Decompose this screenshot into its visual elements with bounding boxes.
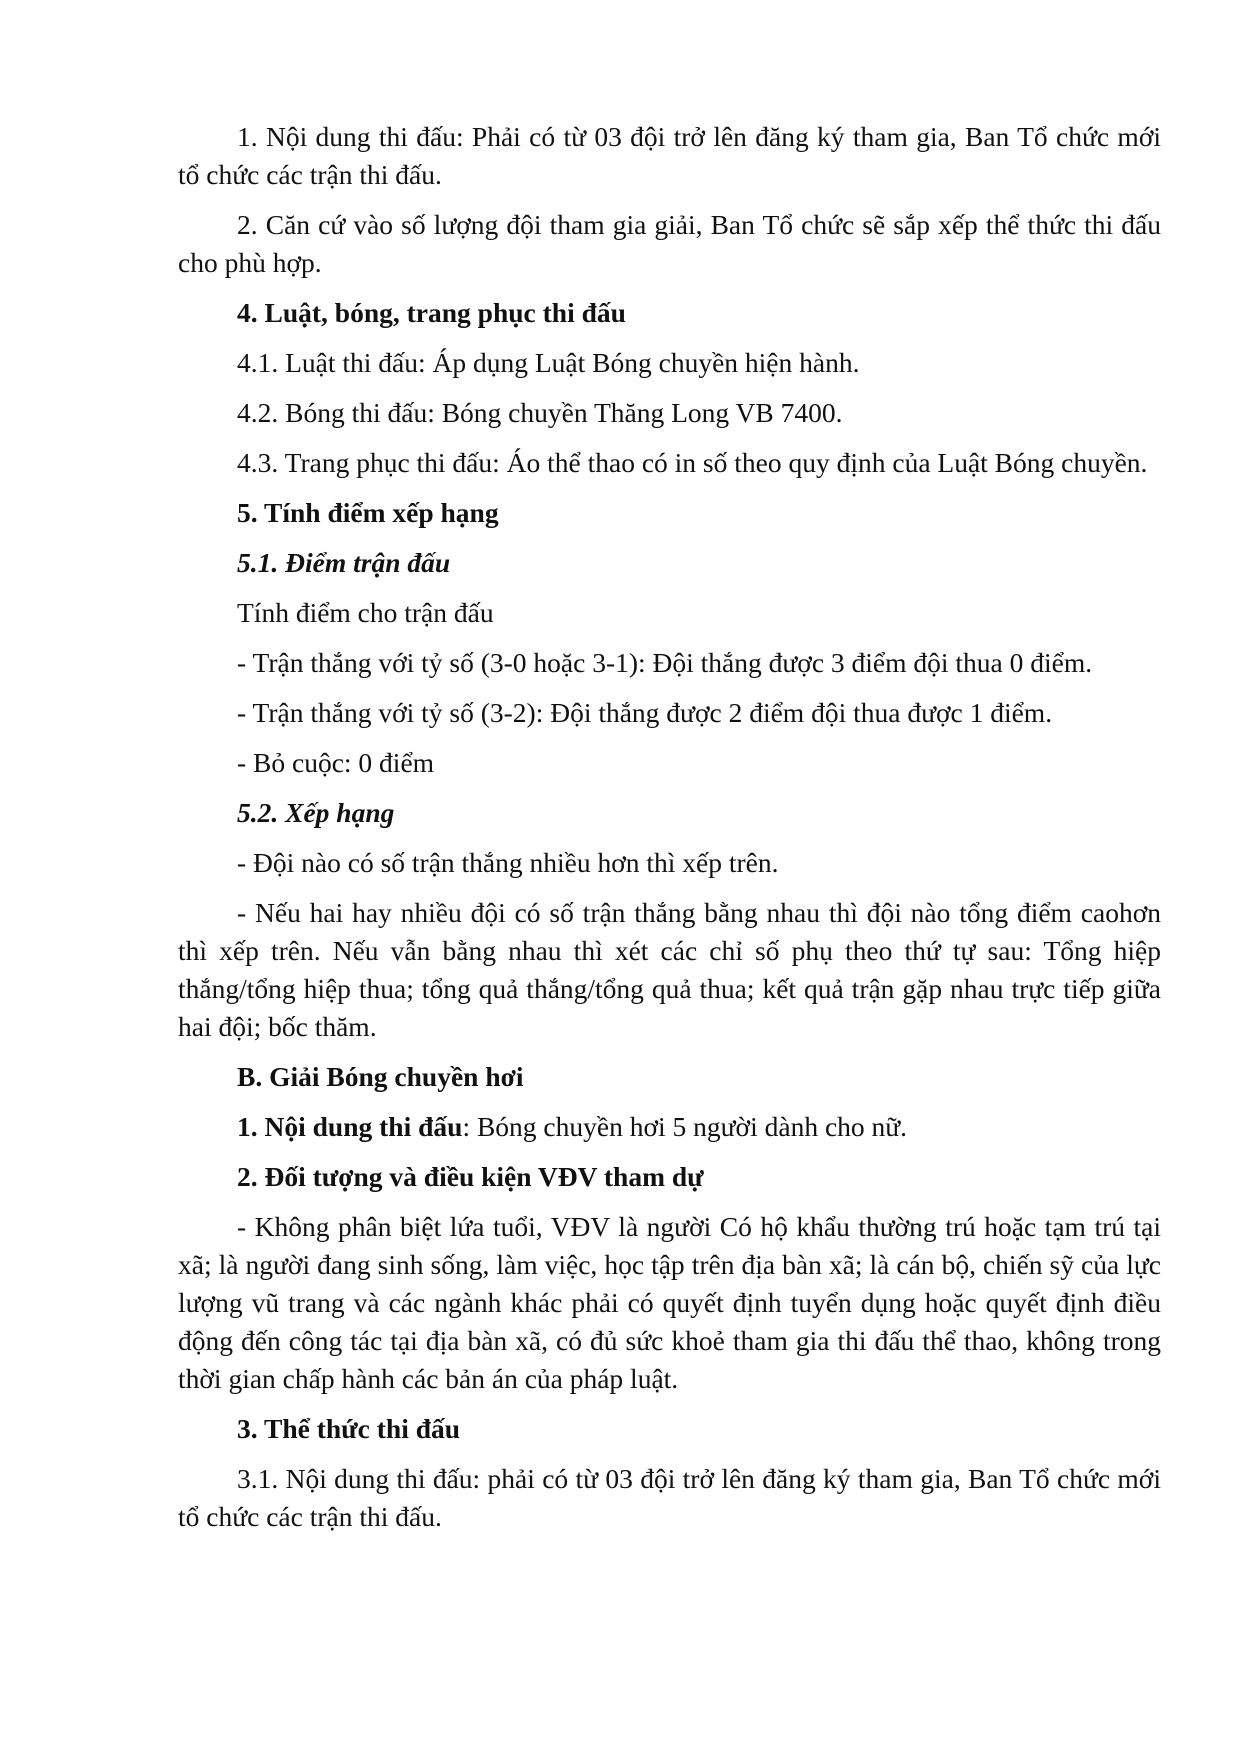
paragraph-ranking-rule-2: - Nếu hai hay nhiều đội có số trận thắng bằng nhau thì đội nào tổng điểm caohơn thì xếp trên. Nếu vẫn bằng nhau thì xét các chỉ số phụ theo thứ tự sau: Tổng hiệp thắng/tổng hiệp thua; tổng quả thắng/tổng quả thua; kết quả trận gặp nhau trực tiếp giữa hai đội; bốc thăm.	[178, 897, 1161, 1042]
paragraph-competition-format: 2. Căn cứ vào số lượng đội tham gia giải, Ban Tổ chức sẽ sắp xếp thể thức thi đấu cho phù hợp.	[178, 209, 1161, 278]
paragraph-competition-content: 1. Nội dung thi đấu: Phải có từ 03 đội trở lên đăng ký tham gia, Ban Tổ chức mới tổ chức các trận thi đấu.	[178, 121, 1161, 190]
heading-section-b: B. Giải Bóng chuyền hơi	[237, 1061, 524, 1092]
paragraph-b-content	[178, 1108, 1161, 1146]
subheading-ranking: 5.2. Xếp hạng	[237, 797, 395, 828]
paragraph-ball: 4.2. Bóng thi đấu: Bóng chuyền Thăng Long VB 7400.	[237, 397, 843, 428]
heading-b-eligibility: 2. Đối tượng và điều kiện VĐV tham dự	[237, 1161, 704, 1192]
paragraph-rules: 4.1. Luật thi đấu: Áp dụng Luật Bóng chuyền hiện hành.	[237, 347, 860, 378]
paragraph-b-format: 3.1. Nội dung thi đấu: phải có từ 03 đội trở lên đăng ký tham gia, Ban Tổ chức mới tổ chức các trận thi đấu.	[178, 1463, 1161, 1532]
paragraph-forfeit: - Bỏ cuộc: 0 điểm	[237, 747, 435, 778]
subheading-match-points: 5.1. Điểm trận đấu	[237, 547, 451, 578]
paragraph-win-3-points: - Trận thắng với tỷ số (3-0 hoặc 3-1): Đội thắng được 3 điểm đội thua 0 điểm.	[237, 647, 1093, 678]
paragraph-b-content-label: 1. Nội dung thi đấu	[237, 1111, 463, 1142]
paragraph-points-intro: Tính điểm cho trận đấu	[237, 597, 494, 628]
paragraph-b-content-text: : Bóng chuyền hơi 5 người dành cho nữ.	[462, 1111, 908, 1142]
heading-ranking-points: 5. Tính điểm xếp hạng	[237, 497, 499, 528]
paragraph-win-2-points: - Trận thắng với tỷ số (3-2): Đội thắng được 2 điểm đội thua được 1 điểm.	[237, 697, 1053, 728]
heading-b-format: 3. Thể thức thi đấu	[237, 1413, 461, 1444]
document-body	[178, 118, 1161, 1548]
paragraph-ranking-rule-1: - Đội nào có số trận thắng nhiều hơn thì xếp trên.	[237, 847, 779, 878]
paragraph-b-eligibility: - Không phân biệt lứa tuổi, VĐV là người Có hộ khẩu thường trú hoặc tạm trú tại xã; là người đang sinh sống, làm việc, học tập trên địa bàn xã; là cán bộ, chiến sỹ của lực lượng vũ trang và các ngành khác phải có quyết định tuyển dụng hoặc quyết định điều động đến công tác tại địa bàn xã, có đủ sức khoẻ tham gia thi đấu thể thao, không trong thời gian chấp hành các bản án của pháp luật.	[178, 1211, 1161, 1394]
heading-rules-ball-uniform: 4. Luật, bóng, trang phục thi đấu	[237, 297, 626, 328]
paragraph-uniform: 4.3. Trang phục thi đấu: Áo thể thao có in số theo quy định của Luật Bóng chuyền.	[237, 447, 1148, 478]
